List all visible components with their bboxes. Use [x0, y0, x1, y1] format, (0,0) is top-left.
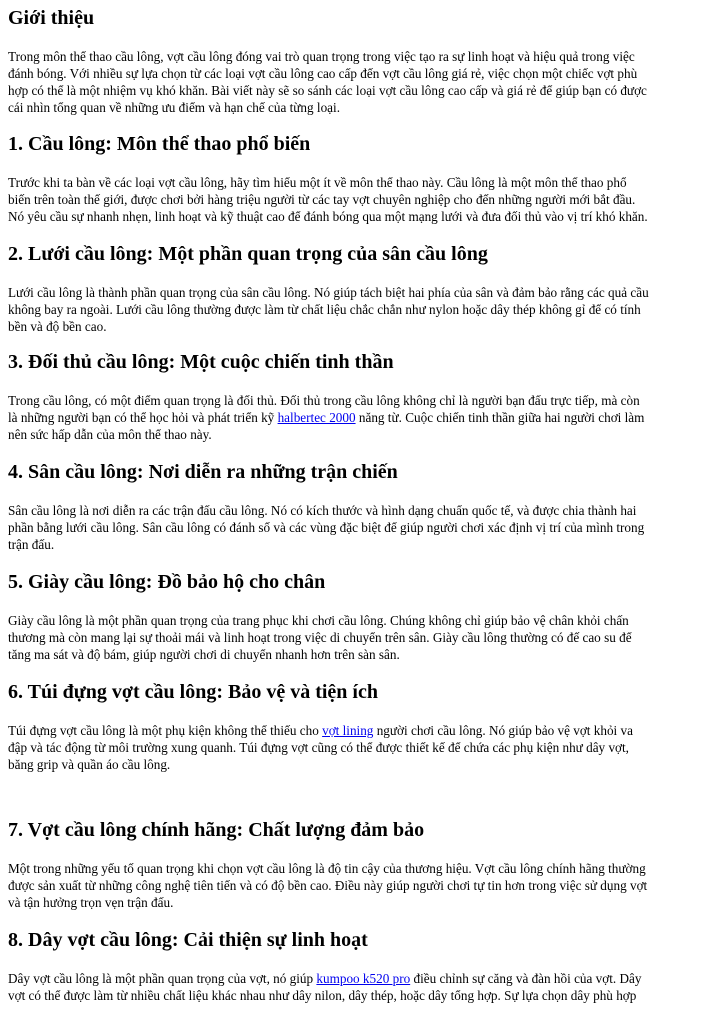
line-text: năng từ. Cuộc chiến tinh thần giữa hai người chơi làm — [355, 409, 645, 425]
paragraph-line — [8, 410, 712, 427]
paragraph-line: không bay ra ngoài. Lưới cầu lông thường được làm từ chất liệu chắc chắn như nylon hoặc dây thép không gỉ để có tính — [8, 301, 641, 317]
paragraph-line: Một trong những yếu tố quan trọng khi chọn vợt cầu lông là độ tin cậy của thương hiệu. Vợt cầu lông chính hãng thường — [8, 861, 646, 876]
paragraph-line: đánh bóng. Với nhiều sự lựa chọn từ các loại vợt cầu lông cao cấp đến vợt cầu lông giá rẻ, việc chọn một chiếc vợt phù — [8, 65, 638, 81]
paragraph-line: Trong môn thể thao cầu lông, vợt cầu lông đóng vai trò quan trọng trong việc tạo ra sự linh hoạt và hiệu quả trong việc — [8, 49, 635, 64]
paragraph-line: Sân cầu lông là nơi diễn ra các trận đấu cầu lông. Nó có kích thước và hình dạng chuẩn quốc tế, và được chia thành hai — [8, 503, 637, 518]
paragraph-line: nên sức hấp dẫn của môn thể thao này. — [8, 426, 212, 442]
section-8-heading: 8. Dây vợt cầu lông: Cải thiện sự linh hoạt — [8, 929, 368, 951]
section-4-heading: 4. Sân cầu lông: Nơi diễn ra những trận chiến — [8, 461, 398, 483]
line-text: Túi đựng vợt cầu lông là một phụ kiện không thể thiếu cho — [8, 723, 323, 738]
kumpoo-k520-pro-link[interactable]: kumpoo k520 pro — [316, 971, 411, 986]
paragraph-line: biến trên toàn thế giới, được chơi bởi hàng triệu người từ các tay vợt chuyên nghiệp cho đến những người mới bắt đầu. — [8, 191, 636, 207]
halbertec-2000-link[interactable]: halbertec 2000 — [277, 409, 356, 425]
paragraph-line: Trước khi ta bàn về các loại vợt cầu lông, hãy tìm hiểu một ít về môn thể thao này. Cầu lông là một môn thể thao phổ — [8, 175, 627, 190]
section-3-paragraph — [8, 393, 712, 444]
vot-lining-link[interactable]: vợt lining — [322, 723, 374, 738]
section-7-paragraph — [8, 861, 712, 912]
section-2-heading: 2. Lưới cầu lông: Một phần quan trọng của sân cầu lông — [8, 243, 488, 265]
intro-heading: Giới thiệu — [8, 7, 95, 29]
section-6-paragraph — [8, 723, 712, 774]
paragraph-line: trận đấu. — [8, 536, 55, 552]
paragraph-line: băng grip và quần áo cầu lông. — [8, 756, 171, 772]
paragraph-line: được sản xuất từ những công nghệ tiên tiến và có độ bền cao. Điều này giúp người chơi tự tin hơn trong việc sử dụng vợt — [8, 877, 648, 893]
paragraph-line — [8, 971, 712, 988]
section-3-heading: 3. Đối thủ cầu lông: Một cuộc chiến tinh thần — [8, 351, 394, 373]
paragraph-line: cái nhìn tổng quan về những ưu điểm và hạn chế của từng loại. — [8, 99, 340, 115]
paragraph-line: Giày cầu lông là một phần quan trọng của trang phục khi chơi cầu lông. Chúng không chỉ giúp bảo vệ chân khỏi chấn — [8, 613, 629, 628]
section-7-heading: 7. Vợt cầu lông chính hãng: Chất lượng đảm bảo — [8, 819, 425, 841]
line-text: là những người bạn có thể học hỏi và phát triển kỹ — [8, 409, 278, 425]
paragraph-line: vợt có thể được làm từ nhiều chất liệu khác nhau như dây nilon, dây thép, hoặc dây tổng hợp. Sự lựa chọn dây phù hợp — [8, 987, 637, 1003]
section-5-heading: 5. Giày cầu lông: Đồ bảo hộ cho chân — [8, 571, 326, 593]
line-text: điều chỉnh sự căng và đàn hồi của vợt. Dây — [410, 971, 642, 986]
intro-paragraph — [8, 49, 712, 117]
section-4-paragraph — [8, 503, 712, 554]
paragraph-line: tăng ma sát và độ bám, giúp người chơi di chuyển nhanh hơn trên sàn sân. — [8, 646, 400, 662]
paragraph-line: Lưới cầu lông là thành phần quan trọng của sân cầu lông. Nó giúp tách biệt hai phía của sân và đảm bảo rằng các quả cầu — [8, 285, 649, 300]
section-1-paragraph — [8, 175, 712, 226]
paragraph-line: hợp có thể là một nhiệm vụ khó khăn. Bài viết này sẽ so sánh các loại vợt cầu lông cao cấp và giá rẻ để giúp bạn có được — [8, 82, 647, 98]
section-1-heading: 1. Cầu lông: Môn thể thao phổ biến — [8, 133, 311, 155]
paragraph-line — [8, 723, 712, 740]
paragraph-line: đập và tác động từ môi trường xung quanh. Túi đựng vợt cũng có thể được thiết kế để chứa các phụ kiện như dây vợt, — [8, 739, 629, 755]
section-8-paragraph — [8, 971, 712, 1005]
section-2-paragraph — [8, 285, 712, 336]
line-text: Dây vợt cầu lông là một phần quan trọng của vợt, nó giúp — [8, 971, 317, 986]
paragraph-line: và tận hưởng trọn vẹn trận đấu. — [8, 894, 174, 910]
paragraph-line: bền và độ bền cao. — [8, 318, 107, 334]
line-text: người chơi cầu lông. Nó giúp bảo vệ vợt khỏi va — [373, 723, 633, 738]
section-5-paragraph — [8, 613, 712, 664]
paragraph-line: Nó yêu cầu sự nhanh nhẹn, linh hoạt và kỹ thuật cao để đánh bóng qua một mạng lưới và đưa đối thủ vào vị trí khó khăn. — [8, 208, 648, 224]
paragraph-line: Trong cầu lông, có một điểm quan trọng là đối thủ. Đối thủ trong cầu lông không chỉ là người bạn đấu trực tiếp, mà còn — [8, 393, 640, 408]
section-6-heading: 6. Túi đựng vợt cầu lông: Bảo vệ và tiện ích — [8, 681, 378, 703]
paragraph-line: thương mà còn mang lại sự thoải mái và linh hoạt trong việc di chuyển trên sân. Giày cầu lông thường có đế cao su để — [8, 629, 632, 645]
paragraph-line: phần bằng lưới cầu lông. Sân cầu lông có đánh số và các vùng đặc biệt để giúp người chơi xác định vị trí của mình trong — [8, 519, 645, 535]
